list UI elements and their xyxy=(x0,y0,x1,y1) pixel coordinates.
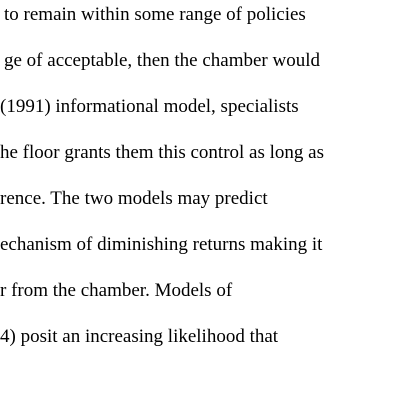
text-line-2: ge of acceptable, then the chamber would xyxy=(4,50,320,71)
text-line-3: (1991) informational model, specialists xyxy=(0,96,299,117)
text-line-7: r from the chamber. Models of xyxy=(0,280,233,301)
text-line-1: to remain within some range of policies xyxy=(4,4,306,25)
text-line-4: he floor grants them this control as long as xyxy=(0,142,324,163)
text-line-5: rence. The two models may predict xyxy=(0,188,268,209)
text-line-6: echanism of diminishing returns making it xyxy=(0,234,323,255)
text-line-8: 4) posit an increasing likelihood that xyxy=(0,326,279,347)
